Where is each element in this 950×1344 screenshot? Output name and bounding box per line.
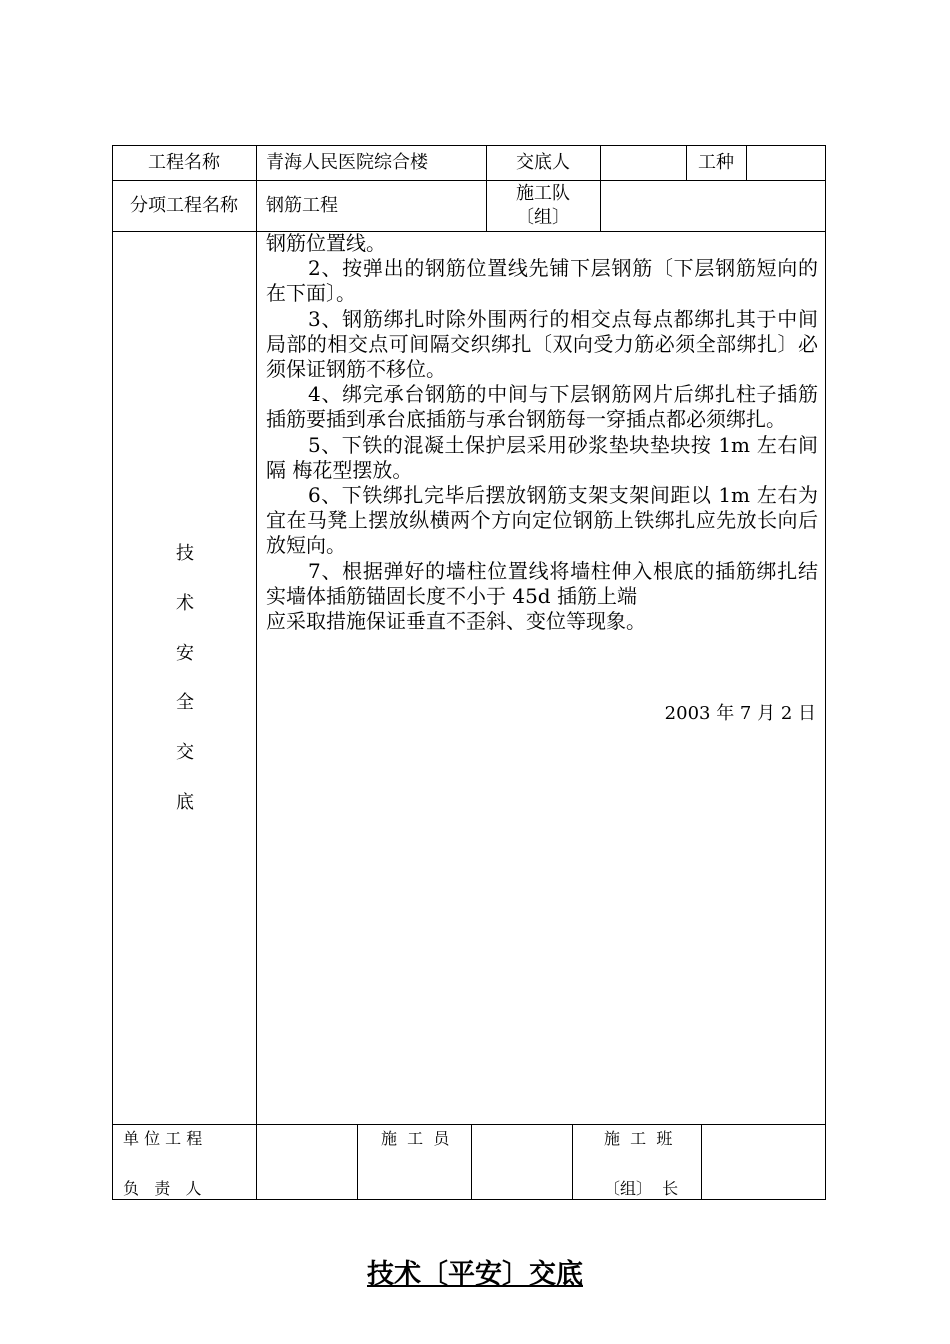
col-divider-label	[256, 145, 257, 1200]
table-border-left	[112, 145, 113, 1200]
table-border-right	[825, 145, 826, 1200]
table-border-bottom	[112, 1199, 826, 1200]
col-divider-header-2	[600, 145, 601, 231]
content-paragraph: 6、下铁绑扎完毕后摆放钢筋支架支架间距以 1m 左右为宜在马凳上摆放纵横两个方向定位钢筋上铁绑扎应先放长向后放短向。	[266, 483, 818, 558]
worker-label: 施 工 员	[381, 1129, 450, 1148]
disclosure-content	[266, 231, 818, 634]
content-paragraph: 应采取措施保证垂直不歪斜、变位等现象。	[266, 609, 646, 634]
team-label-line2: 〔组〕	[516, 207, 570, 228]
table-border-top	[112, 145, 826, 146]
next-section-title: 技术〔平安〕交底	[367, 1259, 583, 1290]
sub-project-label: 分项工程名称	[130, 195, 238, 216]
project-name-label: 工程名称	[148, 152, 220, 173]
content-paragraph: 3、钢筋绑扎时除外围两行的相交点每点都绑扎其于中间局部的相交点可间隔交织绑扎〔双向受力筋必须全部绑扎〕必须保证钢筋不移位。	[266, 306, 818, 382]
section-label-char-2: 术	[176, 593, 194, 614]
section-label-char-3: 安	[176, 643, 194, 664]
trade-label: 工种	[698, 152, 734, 173]
presenter-label: 交底人	[516, 152, 570, 173]
leader-label-line1: 施 工 班	[604, 1129, 673, 1148]
content-paragraph: 5、下铁的混凝土保护层采用砂浆垫块垫块按 1m 左右间隔 梅花型摆放。	[266, 432, 818, 482]
disclosure-date: 2003 年 7 月 2 日	[664, 703, 816, 724]
unit-label-line1: 单 位 工 程	[123, 1129, 203, 1148]
row-divider-1	[112, 180, 826, 181]
team-label-line1: 施工队	[516, 183, 570, 204]
section-label-char-4: 全	[176, 692, 194, 713]
col-divider-sign-1	[357, 1124, 358, 1200]
col-divider-header-4	[746, 145, 747, 180]
project-name-value: 青海人民医院综合楼	[266, 152, 428, 173]
content-paragraph: 钢筋位置线。	[266, 231, 386, 255]
sub-project-value: 钢筋工程	[266, 195, 338, 216]
section-label-char-1: 技	[176, 543, 194, 564]
content-paragraph: 2、按弹出的钢筋位置线先铺下层钢筋〔下层钢筋短向的在下面〕。	[266, 256, 818, 306]
col-divider-sign-3	[572, 1124, 573, 1200]
row-divider-3	[112, 1124, 826, 1125]
section-label-char-5: 交	[176, 742, 194, 763]
unit-label-line2: 负 责 人	[123, 1179, 202, 1198]
col-divider-sign-4	[701, 1124, 702, 1200]
col-divider-sign-2	[471, 1124, 472, 1200]
section-label-char-6: 底	[176, 792, 194, 813]
leader-label-line2: 〔组〕 长	[604, 1179, 679, 1198]
content-paragraph: 7、根据弹好的墙柱位置线将墙柱伸入根底的插筋绑扎结实墙体插筋锚固长度不小于 45d 插筋上端	[266, 558, 818, 608]
content-paragraph: 4、绑完承台钢筋的中间与下层钢筋网片后绑扎柱子插筋插筋要插到承台底插筋与承台钢筋每一穿插点都必须绑扎。	[266, 382, 818, 432]
